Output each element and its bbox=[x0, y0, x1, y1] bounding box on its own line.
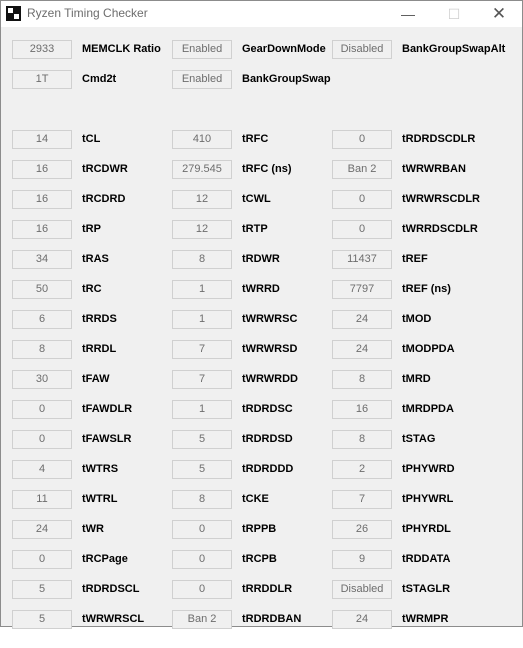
timing-value-field[interactable]: 8 bbox=[332, 430, 392, 449]
timing-label: BankGroupSwapAlt bbox=[402, 43, 506, 55]
timing-label: tPHYRDL bbox=[402, 523, 451, 535]
timing-label: tMRDPDA bbox=[402, 403, 454, 415]
timing-value-field[interactable]: Enabled bbox=[172, 40, 232, 59]
timing-label: tWTRL bbox=[82, 493, 118, 505]
timing-value-field[interactable]: 14 bbox=[12, 130, 72, 149]
timing-label: tRRDDLR bbox=[242, 583, 293, 595]
timing-label: tRPPB bbox=[242, 523, 277, 535]
timing-value-field[interactable]: 12 bbox=[172, 220, 232, 239]
close-button[interactable]: ✕ bbox=[491, 4, 507, 23]
timing-value-field[interactable]: 16 bbox=[12, 220, 72, 239]
timing-value-field[interactable]: 7 bbox=[172, 340, 232, 359]
timing-value-field[interactable]: 0 bbox=[172, 520, 232, 539]
timing-value-field[interactable]: 410 bbox=[172, 130, 232, 149]
timing-label: tCWL bbox=[242, 193, 271, 205]
window-title: Ryzen Timing Checker bbox=[27, 6, 148, 20]
timing-label: tWRWRSCDLR bbox=[402, 193, 481, 205]
timing-value-field[interactable]: 7 bbox=[332, 490, 392, 509]
timing-value-field[interactable]: 11437 bbox=[332, 250, 392, 269]
timing-label: tRDRDSCL bbox=[82, 583, 140, 595]
timing-value-field[interactable]: 16 bbox=[12, 190, 72, 209]
timing-label: BankGroupSwap bbox=[242, 73, 331, 85]
timing-label: tWRWRDD bbox=[242, 373, 299, 385]
timing-label: tRDRDSD bbox=[242, 433, 293, 445]
timing-value-field[interactable]: 2 bbox=[332, 460, 392, 479]
timing-label: tRCDWR bbox=[82, 163, 128, 175]
timing-value-field[interactable]: 2933 bbox=[12, 40, 72, 59]
timing-value-field[interactable]: 8 bbox=[172, 250, 232, 269]
timings-panel bbox=[1, 27, 522, 626]
timing-value-field[interactable]: 9 bbox=[332, 550, 392, 569]
timing-value-field[interactable]: 30 bbox=[12, 370, 72, 389]
timing-label: tRCPB bbox=[242, 553, 277, 565]
timing-label: tRCPage bbox=[82, 553, 128, 565]
timing-value-field[interactable]: 5 bbox=[172, 430, 232, 449]
timing-value-field[interactable]: 4 bbox=[12, 460, 72, 479]
timing-value-field[interactable]: 5 bbox=[172, 460, 232, 479]
timing-label: tRC bbox=[82, 283, 102, 295]
timing-label: tRP bbox=[82, 223, 101, 235]
timing-value-field[interactable]: 24 bbox=[332, 340, 392, 359]
timing-label: tRDRDDD bbox=[242, 463, 294, 475]
timing-label: tRDWR bbox=[242, 253, 280, 265]
timing-label: tSTAG bbox=[402, 433, 436, 445]
timing-value-field[interactable]: 0 bbox=[12, 550, 72, 569]
timing-value-field[interactable]: 0 bbox=[12, 400, 72, 419]
timing-label: tFAWDLR bbox=[82, 403, 133, 415]
timing-value-field[interactable]: 34 bbox=[12, 250, 72, 269]
timing-label: tMOD bbox=[402, 313, 432, 325]
timing-label: tRFC bbox=[242, 133, 269, 145]
app-logo-icon bbox=[6, 6, 21, 21]
timing-label: tRDRDSCDLR bbox=[402, 133, 476, 145]
timing-label: tRCDRD bbox=[82, 193, 126, 205]
timing-value-field[interactable]: 0 bbox=[172, 550, 232, 569]
timing-label: tRDRDBAN bbox=[242, 613, 302, 625]
timing-label: tWTRS bbox=[82, 463, 119, 475]
timing-value-field[interactable]: 6 bbox=[12, 310, 72, 329]
timing-label: tCL bbox=[82, 133, 101, 145]
timing-label: MEMCLK Ratio bbox=[82, 43, 161, 55]
timing-value-field[interactable]: 26 bbox=[332, 520, 392, 539]
timing-value-field[interactable]: 50 bbox=[12, 280, 72, 299]
timing-label: tWR bbox=[82, 523, 104, 535]
timing-label: tWRRD bbox=[242, 283, 280, 295]
timing-label: tRFC (ns) bbox=[242, 163, 292, 175]
timing-label: Cmd2t bbox=[82, 73, 117, 85]
timing-label: tWRMPR bbox=[402, 613, 449, 625]
timing-value-field[interactable]: 1 bbox=[172, 280, 232, 299]
timing-label: tFAW bbox=[82, 373, 110, 385]
timing-label: tPHYWRD bbox=[402, 463, 455, 475]
timing-label: tRRDS bbox=[82, 313, 117, 325]
title-bar[interactable] bbox=[1, 1, 522, 27]
timing-label: tPHYWRL bbox=[402, 493, 454, 505]
timing-label: tRRDL bbox=[82, 343, 117, 355]
timing-value-field[interactable]: 0 bbox=[332, 130, 392, 149]
timing-label: tWRWRSD bbox=[242, 343, 298, 355]
timing-value-field[interactable]: 7797 bbox=[332, 280, 392, 299]
timing-value-field[interactable]: 5 bbox=[12, 580, 72, 599]
timing-label: tREF (ns) bbox=[402, 283, 451, 295]
timing-value-field[interactable]: Ban 2 bbox=[172, 610, 232, 629]
timing-value-field[interactable]: 0 bbox=[12, 430, 72, 449]
timing-value-field[interactable]: Disabled bbox=[332, 40, 392, 59]
timing-value-field[interactable]: 16 bbox=[12, 160, 72, 179]
timing-value-field[interactable]: Enabled bbox=[172, 70, 232, 89]
timing-label: tFAWSLR bbox=[82, 433, 132, 445]
timing-value-field[interactable]: 0 bbox=[172, 580, 232, 599]
timing-label: tREF bbox=[402, 253, 428, 265]
timing-value-field[interactable]: Disabled bbox=[332, 580, 392, 599]
timing-value-field[interactable]: 11 bbox=[12, 490, 72, 509]
timing-value-field[interactable]: 16 bbox=[332, 400, 392, 419]
timing-value-field[interactable]: Ban 2 bbox=[332, 160, 392, 179]
timing-label: tRTP bbox=[242, 223, 268, 235]
timing-value-field[interactable]: 12 bbox=[172, 190, 232, 209]
timing-label: tRAS bbox=[82, 253, 109, 265]
timing-label: tSTAGLR bbox=[402, 583, 451, 595]
timing-label: tMODPDA bbox=[402, 343, 455, 355]
timing-value-field[interactable]: 8 bbox=[332, 370, 392, 389]
timing-label: tRDDATA bbox=[402, 553, 451, 565]
timing-value-field[interactable]: 8 bbox=[12, 340, 72, 359]
timing-label: tRDRDSC bbox=[242, 403, 293, 415]
timing-label: tCKE bbox=[242, 493, 269, 505]
timing-label: tMRD bbox=[402, 373, 431, 385]
timing-value-field[interactable]: 1 bbox=[172, 310, 232, 329]
timing-value-field[interactable]: 1 bbox=[172, 400, 232, 419]
timing-value-field[interactable]: 5 bbox=[12, 610, 72, 629]
timing-value-field[interactable]: 0 bbox=[332, 220, 392, 239]
timing-label: tWRWRSCL bbox=[82, 613, 145, 625]
minimize-button[interactable]: — bbox=[401, 6, 415, 22]
timing-label: GearDownMode bbox=[242, 43, 326, 55]
timing-label: tWRWRBAN bbox=[402, 163, 466, 175]
timing-value-field[interactable]: 1T bbox=[12, 70, 72, 89]
timing-value-field[interactable]: 24 bbox=[12, 520, 72, 539]
timing-value-field[interactable]: 24 bbox=[332, 310, 392, 329]
timing-label: tWRRDSCDLR bbox=[402, 223, 478, 235]
maximize-button[interactable]: ☐ bbox=[447, 6, 461, 22]
timing-label: tWRWRSC bbox=[242, 313, 298, 325]
timing-value-field[interactable]: 24 bbox=[332, 610, 392, 629]
timing-value-field[interactable]: 279.545 bbox=[172, 160, 232, 179]
timing-value-field[interactable]: 0 bbox=[332, 190, 392, 209]
timing-value-field[interactable]: 7 bbox=[172, 370, 232, 389]
timing-value-field[interactable]: 8 bbox=[172, 490, 232, 509]
